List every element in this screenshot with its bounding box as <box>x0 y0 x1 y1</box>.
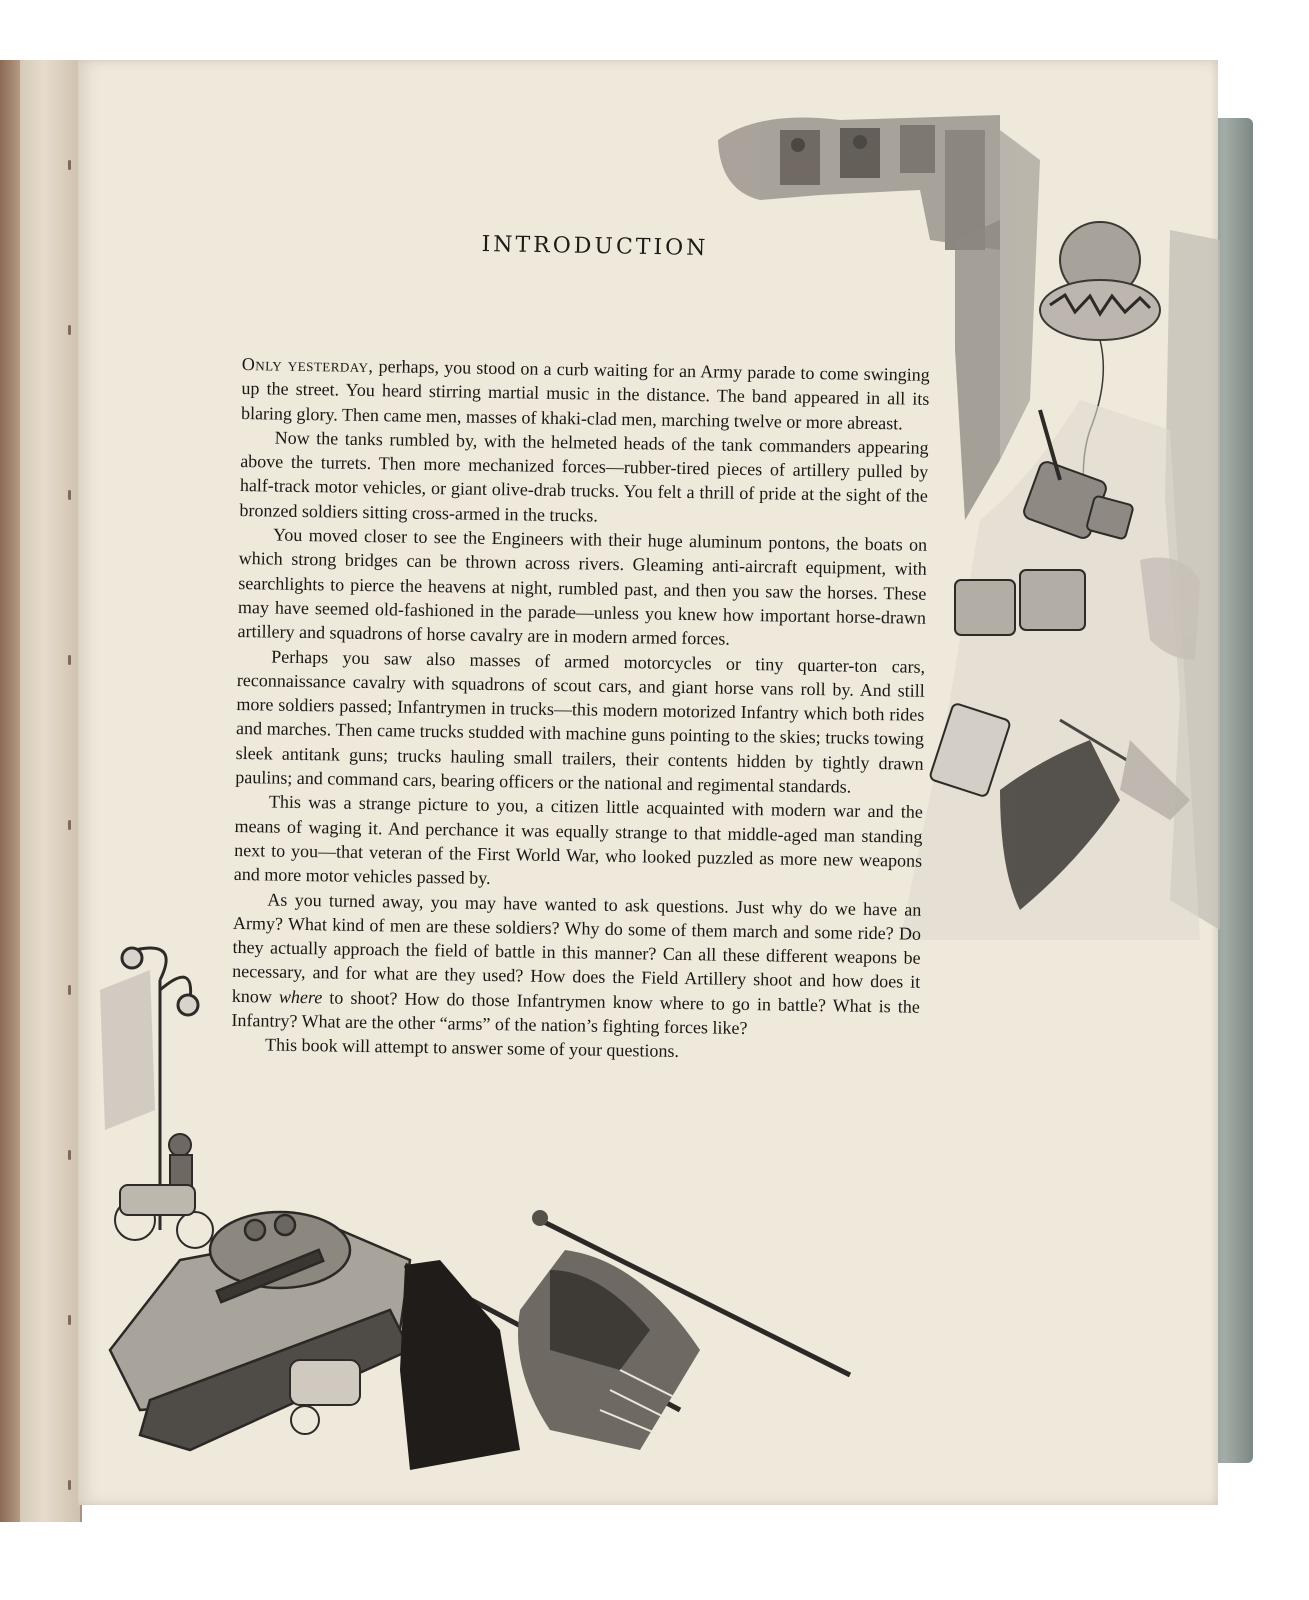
paragraph: This was a strange picture to you, a citizen little acquainted with modern war and the means of waging it. And perchance it was equally strange to that middle-aged man standing next to you—that veteran of the First World War, who looked puzzled as more new weapons and more motor vehicles passed by. <box>233 791 924 889</box>
binding-stitch <box>68 1315 71 1325</box>
building-left <box>100 970 155 1130</box>
paragraph <box>231 886 921 1043</box>
paragraph-text: As you turned away, you may have wanted to ask questions. Just why do we have an Army? What kind of men are these soldiers? Why do some of them march and some ride? Do they actually approach the field of battle in this manner? Can all these different weapons be necessary, and for what are they used? How does the Field Artillery shoot and how does it know <box>231 888 922 1007</box>
paragraph <box>241 352 930 436</box>
binding-stitch <box>68 985 71 995</box>
paragraph: Now the tanks rumbled by, with the helmeted heads of the tank commanders appearing above the turrets. Then more mechanized forces—rubber-tired pieces of artillery pulled by half-track motor vehicles, or giant olive-drab trucks. You felt a thrill of pride at the sight of the bronzed soldiers sitting cross-armed in the trucks. <box>239 427 929 526</box>
paragraph: This book will attempt to answer some of your questions. <box>264 1034 680 1062</box>
paragraph: Perhaps you saw also masses of armed motorcycles or tiny quarter-ton cars, reconnaissance cavalry with squadrons of scout cars, and giant horse vans roll by. And still more soldiers passed; Infantrymen in trucks—this modern motorized Infantry which both rides and marches. Then came trucks studded with machine guns pointing to the skies; trucks towing sleek antitank guns; trucks hauling small trailers, their contents hidden by tightly drawn paulins; and command cars, bearing officers or the national and regimental standards. <box>235 646 926 797</box>
introduction-body <box>231 352 930 1067</box>
lead-in: Only yesterday, <box>241 353 374 377</box>
cover-edge <box>0 60 20 1522</box>
binding-stitch <box>68 1480 71 1490</box>
building-windows <box>718 115 1000 250</box>
sidecar <box>290 1360 360 1434</box>
paragraph: You moved closer to see the Engineers with their huge aluminum pontons, the boats on which strong bridges can be thrown across rivers. Gleaming anti-aircraft equipment, with searchlights to pierce the heavens at night, rumbled past, and then you saw the horses. These may have seemed old-fashioned in the parade—unless you knew how important horse-drawn artillery and squadrons of horse cavalry are in modern armed forces. <box>237 524 928 649</box>
binding-stitch <box>68 820 71 830</box>
flags <box>400 1210 850 1470</box>
page-title: INTRODUCTION <box>481 232 709 261</box>
left-page-edge <box>0 60 82 1522</box>
paragraph-text: to shoot? How do those Infantrymen know where to go in battle? What is the Infantry? What are the other “arms” of the nation’s fighting forces like? <box>231 987 920 1039</box>
binding-stitch <box>68 1150 71 1160</box>
tank <box>110 1212 410 1450</box>
binding-stitch <box>68 655 71 665</box>
paragraph-text: perhaps, you stood on a curb waiting for an Army parade to come swinging up the street. You heard stirring martial music in the distance. The band appeared in all its blaring glory. Then came men, masses of khaki-clad men, marching twelve or more abreast. <box>240 356 930 433</box>
motorcycle-soldier <box>115 1134 213 1248</box>
emphasis-word: where <box>278 986 323 1008</box>
binding-stitch <box>68 325 71 335</box>
binding-stitch <box>68 160 71 170</box>
binding-stitch <box>68 490 71 500</box>
